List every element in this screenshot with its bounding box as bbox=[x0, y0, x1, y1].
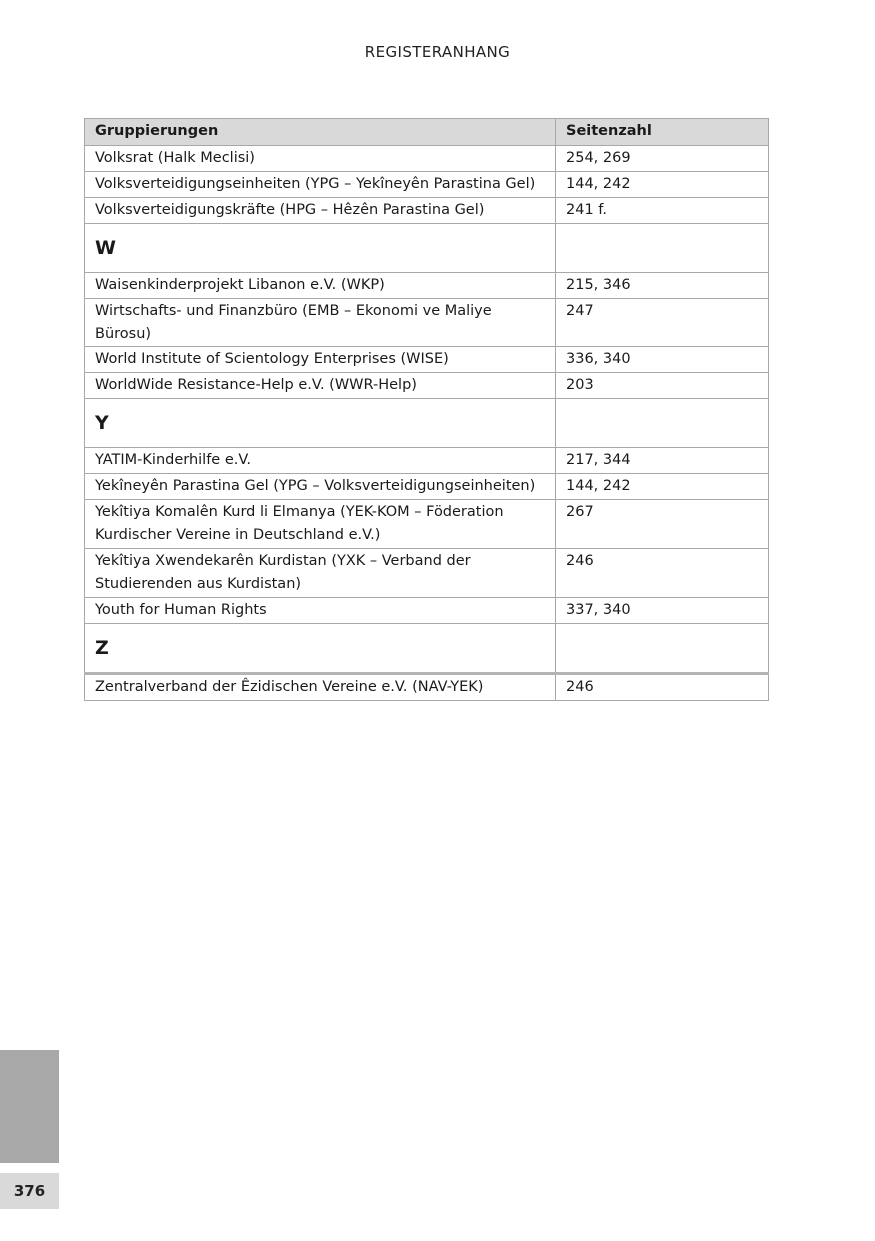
page-numbers-cell: 254, 269 bbox=[556, 146, 769, 172]
group-name-line: Yekîtiya Xwendekarên Kurdistan (YXK – Verband der bbox=[95, 553, 471, 569]
group-name-cell: Yekîneyên Parastina Gel (YPG – Volksverteidigungseinheiten) bbox=[85, 474, 556, 500]
group-name-cell: Volksverteidigungskräfte (HPG – Hêzên Parastina Gel) bbox=[85, 198, 556, 224]
section-row-z bbox=[85, 624, 769, 674]
table-row bbox=[85, 474, 769, 500]
group-name-cell: Wirtschafts- und Finanzbüro (EMB – Ekonomi ve Maliye Bürosu) bbox=[85, 299, 556, 347]
group-name-line: Kurdischer Vereine in Deutschland e.V.) bbox=[95, 527, 381, 543]
group-name-cell: YATIM-Kinderhilfe e.V. bbox=[85, 448, 556, 474]
table-row bbox=[85, 146, 769, 172]
group-name-cell: Volksverteidigungseinheiten (YPG – Yekîneyên Parastina Gel) bbox=[85, 172, 556, 198]
page-number: 376 bbox=[0, 1173, 59, 1209]
section-letter: W bbox=[85, 224, 556, 273]
page-numbers-cell: 247 bbox=[556, 299, 769, 347]
margin-thumb-tab bbox=[0, 1050, 59, 1163]
group-name-cell: Youth for Human Rights bbox=[85, 598, 556, 624]
page-numbers-cell: 203 bbox=[556, 373, 769, 399]
page-numbers-cell: 246 bbox=[556, 549, 769, 598]
table-row bbox=[85, 549, 769, 598]
section-letter: Y bbox=[85, 399, 556, 448]
table-row bbox=[85, 172, 769, 198]
group-name-line: Studierenden aus Kurdistan) bbox=[95, 576, 302, 592]
register-table bbox=[84, 118, 769, 701]
table-header-row bbox=[85, 119, 769, 146]
running-header: REGISTERANHANG bbox=[364, 43, 511, 61]
page-numbers-cell: 246 bbox=[556, 674, 769, 701]
group-name-cell bbox=[85, 549, 556, 598]
group-name-cell: Volksrat (Halk Meclisi) bbox=[85, 146, 556, 172]
table-row bbox=[85, 347, 769, 373]
table-row bbox=[85, 598, 769, 624]
column-header-groups: Gruppierungen bbox=[85, 119, 556, 146]
group-name-cell: Zentralverband der Êzidischen Vereine e.V. (NAV-YEK) bbox=[85, 674, 556, 701]
table-row bbox=[85, 273, 769, 299]
page-numbers-cell: 217, 344 bbox=[556, 448, 769, 474]
table-row bbox=[85, 373, 769, 399]
table-row bbox=[85, 299, 769, 347]
table-row bbox=[85, 674, 769, 701]
section-row-w bbox=[85, 224, 769, 273]
section-empty-cell bbox=[556, 399, 769, 448]
page-numbers-cell: 336, 340 bbox=[556, 347, 769, 373]
page-numbers-cell: 144, 242 bbox=[556, 172, 769, 198]
page-numbers-cell: 267 bbox=[556, 500, 769, 549]
page-numbers-cell: 215, 346 bbox=[556, 273, 769, 299]
section-empty-cell bbox=[556, 624, 769, 674]
column-header-pages: Seitenzahl bbox=[556, 119, 769, 146]
group-name-cell bbox=[85, 500, 556, 549]
group-name-line: Yekîtiya Komalên Kurd li Elmanya (YEK-KOM – Föderation bbox=[95, 504, 504, 520]
table-row bbox=[85, 500, 769, 549]
page-numbers-cell: 144, 242 bbox=[556, 474, 769, 500]
page-numbers-cell: 241 f. bbox=[556, 198, 769, 224]
page-numbers-cell: 337, 340 bbox=[556, 598, 769, 624]
section-letter: Z bbox=[85, 624, 556, 674]
group-name-cell: World Institute of Scientology Enterprises (WISE) bbox=[85, 347, 556, 373]
section-row-y bbox=[85, 399, 769, 448]
group-name-cell: Waisenkinderprojekt Libanon e.V. (WKP) bbox=[85, 273, 556, 299]
table-row bbox=[85, 448, 769, 474]
group-name-cell: WorldWide Resistance-Help e.V. (WWR-Help) bbox=[85, 373, 556, 399]
section-empty-cell bbox=[556, 224, 769, 273]
table-row bbox=[85, 198, 769, 224]
